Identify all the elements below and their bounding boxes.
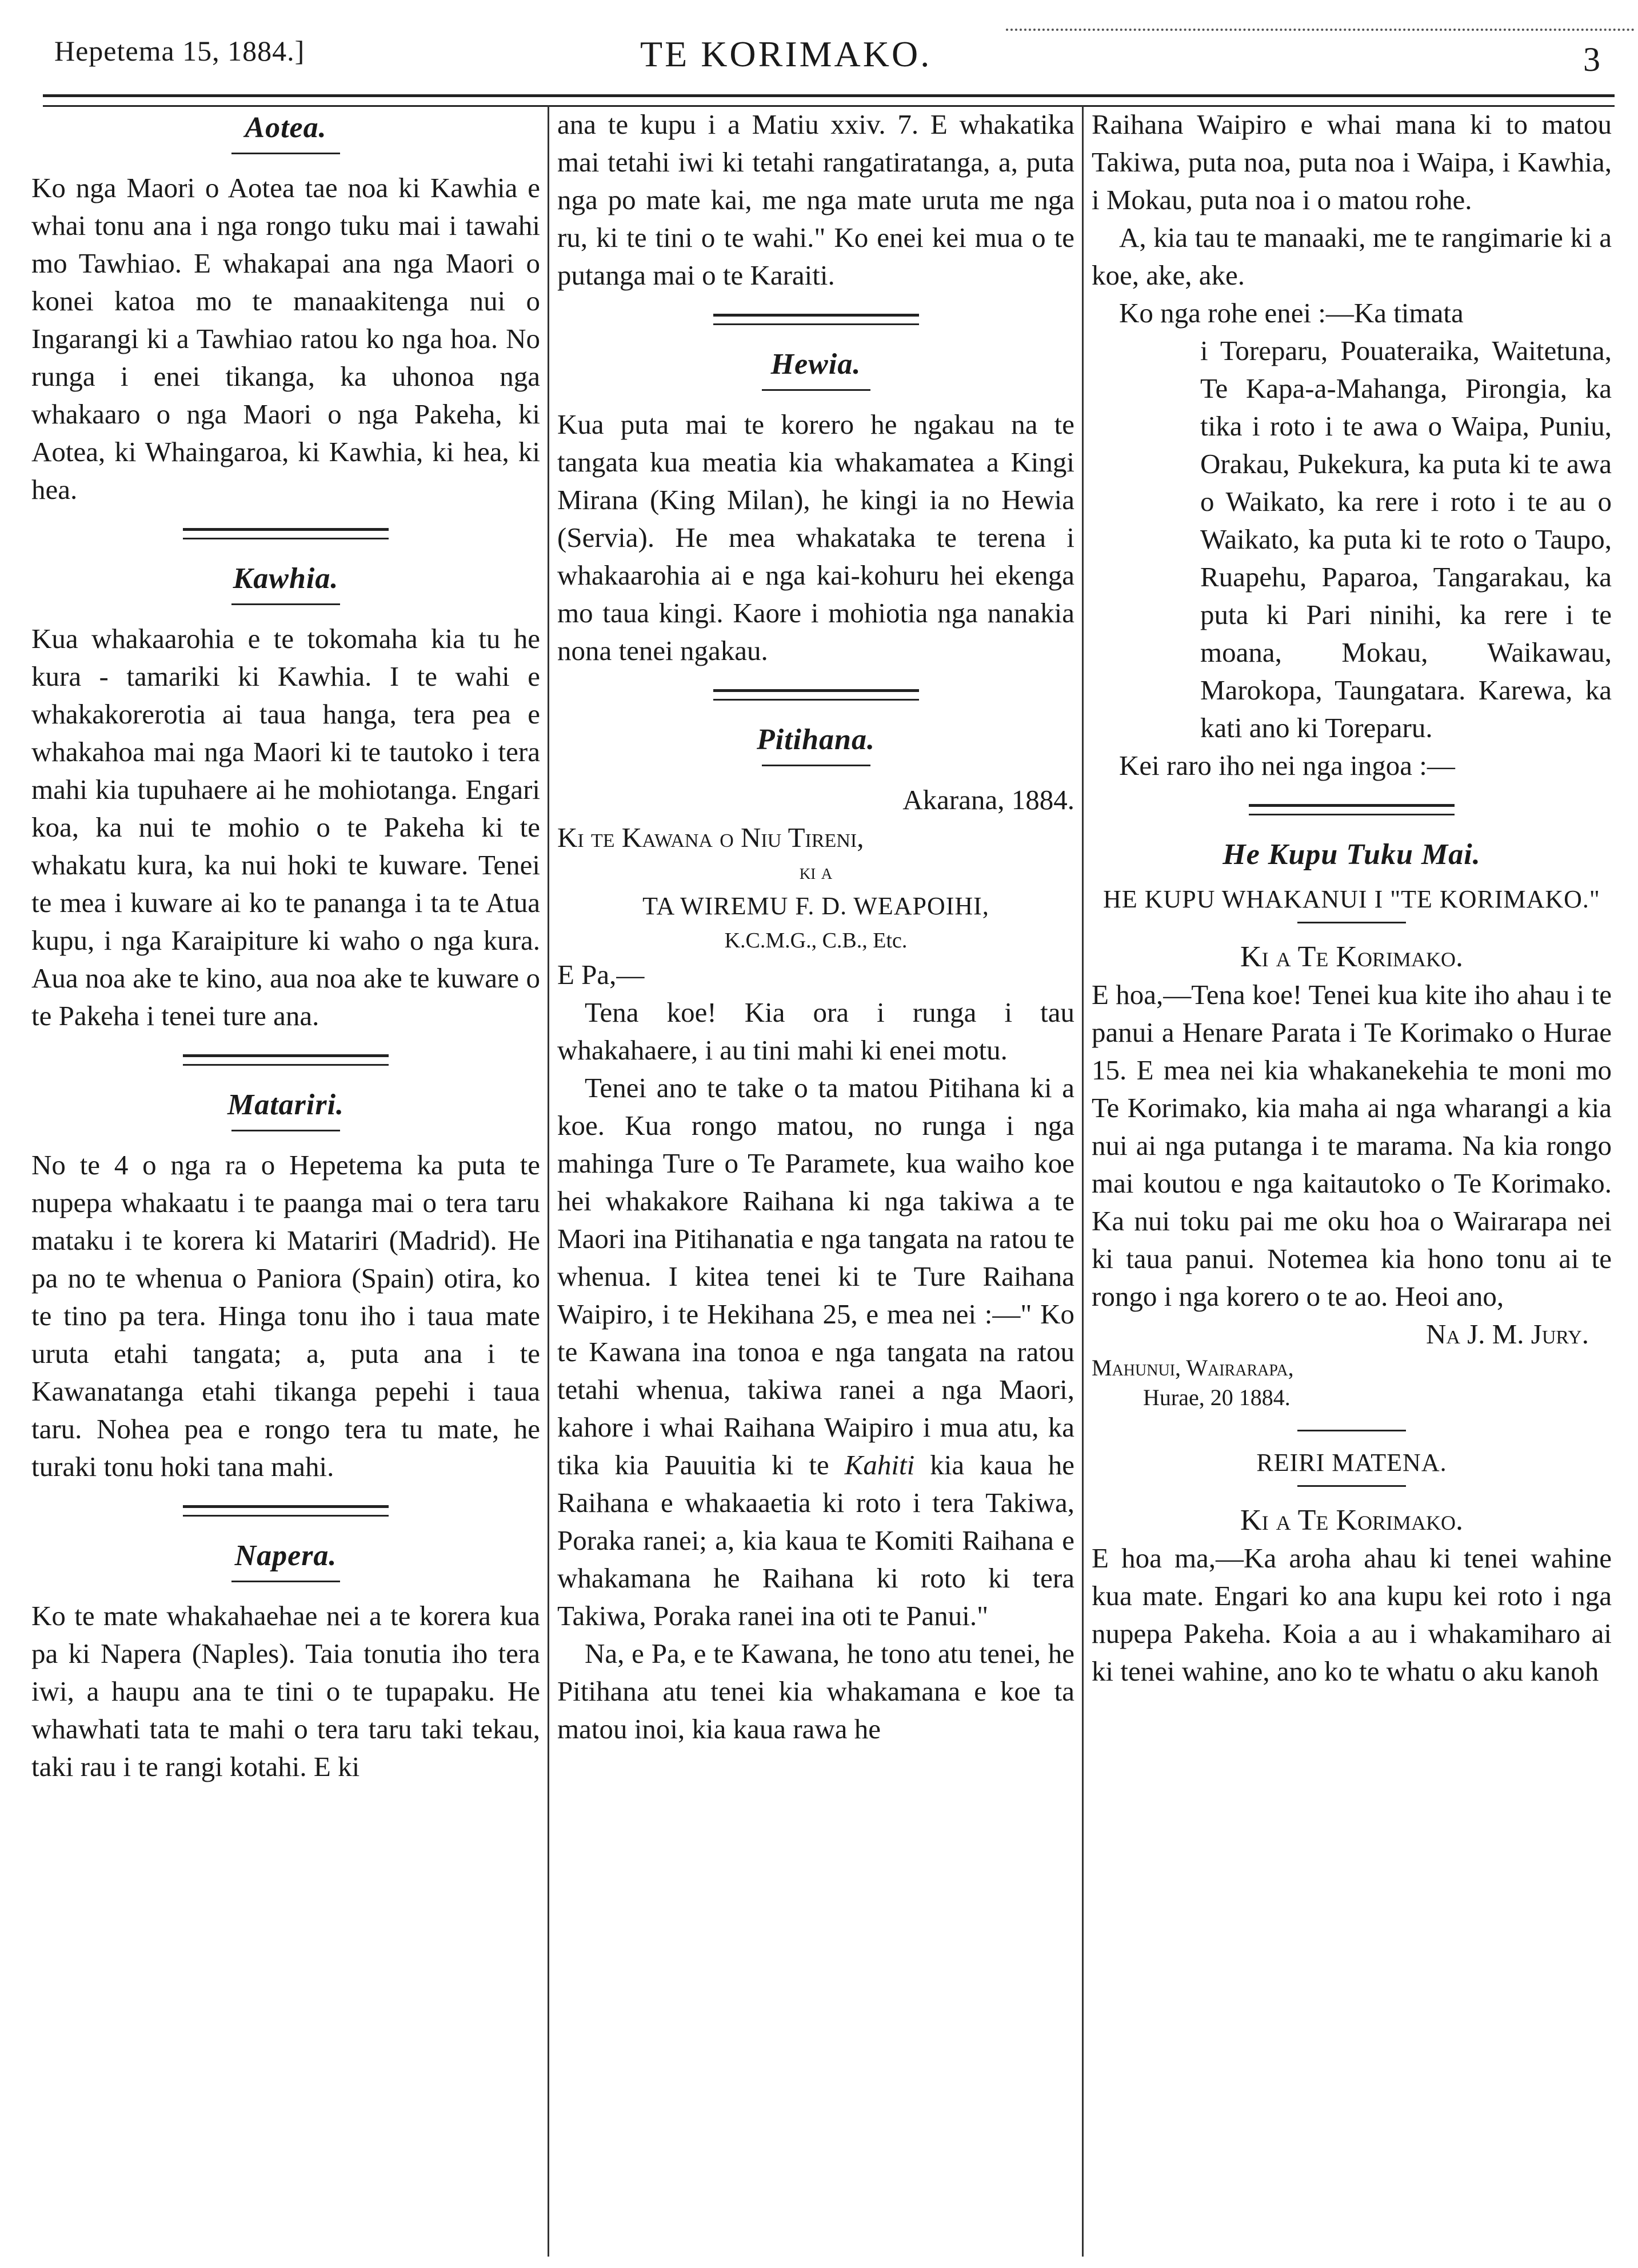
column-1 [31,106,540,2251]
letter-ki-a: ki a [799,860,833,884]
page-header [0,23,1638,91]
column-2 [557,106,1074,2251]
names-intro: Kei raro iho nei nga ingoa :— [1119,750,1455,781]
section-separator [1249,804,1455,815]
header-rule [43,94,1615,107]
article-title-kawhia: Kawhia. [233,562,339,595]
section-separator [713,689,919,701]
article-title-hewia: Hewia. [770,348,861,381]
header-title: TE KORIMAKO. [640,34,932,74]
article-body-aotea: Ko nga Maori o Aotea tae noa ki Kawhia e whai tonu ana i nga rongo tuku mai i tawahi mo Tawhiao. E whakapai ana nga Maori o konei katoa mo te manaakitenga nui o Ingarangi ki a Tawhiao ratou ko nga hoa. No runga i enei tikanga, ka uhonoa nga whakaaro o nga Maori o nga Pakeha, ki Aotea, ki Whaingaroa, ki Kawhia, ki hea, ki hea. [31,172,540,505]
article-body-kawhia: Kua whakaarohia e te tokomaha kia tu he kura - tamariki ki Kawhia. I te wahi e whakakorerotia ai taua hanga, tera pea e whakahoa mai nga Maori ki te tautoko i tera mahi kia tupuhaere ai he mohiotanga. Engari koa, ka nui te mohio o te Pakeha ki te whakatu kura, ka nui hoki te kuware. Tenei te mea i kuware ai ko te pananga i ta te Atua kupu, i nga Karaipiture ki waho o nga kura. Aua noa ake te kino, aua noa ake te kuware o te Pakeha i tenei ture ana. [31,623,540,1031]
letter-paragraph [557,1069,1074,1635]
letter-place-date: Akarana, 1884. [902,784,1074,815]
letter-paragraph: A, kia tau te manaaki, me te rangimarie ki a koe, ake, ake. [1092,222,1612,291]
header-date: Hepetema 15, 1884.] [54,35,305,67]
section-rule [1297,1430,1406,1431]
letter-addressee: Ki te Kawana o Niu Tireni, [557,822,864,853]
article-body-hewia: Kua puta mai te korero he ngakau na te tangata kua meatia kia whakamatea a Kingi Mirana (King Milan), he kingi ia no Hewia (Servia). He mea whakataka te terena i whakaarohia ai e nga kai-kohuru hei ekenga mo taua kingi. Kaore i mohiotia nga nanakia nona tenei ngakau. [557,409,1074,666]
column-3 [1092,106,1612,2251]
article-body-matariri: No te 4 o nga ra o Hepetema ka puta te nupepa whakaatu i te paanga mai o tera taru mataku i te korera ki Matariri (Madrid). He pa no te whenua o Paniora (Spain) otira, ko te tino pa tera. Hinga tonu iho i taua mate uruta etahi tangata; a, puta ana i te Kawanatanga etahi tikanga pepehi i taua taru. Nohea pea e rongo tera tu mate, he turaki tonu hoki tana mahi. [31,1149,540,1482]
title-underline [762,389,870,391]
letter-addressee-name: TA WIREMU F. D. WEAPOIHI, [642,892,989,920]
letter-paragraph: Tena koe! Kia ora i runga i tau whakahaere, i au tini mahi ki enei motu. [557,997,1074,1066]
letter-text: kia kaua he Raihana e whakaaetia ki roto i tera Takiwa, Poraka ranei; a, kia kaua te Komiti Raihana e whakamana he Raihana ki roto ki tera Takiwa, Poraka ranei ina oti te Panui." [557,1449,1074,1631]
title-underline [231,603,340,605]
article-title-pitihana: Pitihana. [757,723,875,756]
article-title-matariri: Matariri. [227,1089,345,1121]
header-dotted-line [1006,29,1635,31]
boundaries-list: i Toreparu, Pouateraika, Waitetuna, Te Kapa-a-Mahanga, Pirongia, ka tika i roto i te awa o Waipa, Puniu, Orakau, Pukekura, ka puta ki te awa o Waikato, ka rere i roto i te au o Waikato, ka puta ki te roto o Taupo, Ruapehu, Paparoa, Tangarakau, ka puta ki Pari ninihi, ka rere i te moana, Mokau, Waikawau, Marokopa, Taungatara. Karewa, ka kati ano ki Toreparu. [1200,335,1612,743]
boundaries-intro: Ko nga rohe enei :—Ka timata [1119,297,1464,329]
article-title-aotea: Aotea. [245,111,327,144]
letter-signature: Na J. M. Jury. [1425,1318,1589,1350]
page-number: 3 [1583,41,1600,78]
section-separator [183,1505,389,1517]
article-subtitle-kupu: HE KUPU WHAKANUI I "TE KORIMAKO." [1103,885,1600,913]
article-title-reiri: REIRI MATENA. [1256,1449,1447,1477]
section-separator [713,314,919,325]
title-underline [1297,922,1406,923]
letter-to: Ki a Te Korimako. [1240,1504,1463,1537]
section-separator [183,1054,389,1066]
letter-body: E hoa ma,—Ka aroha ahau ki tenei wahine kua mate. Engari ko ana kupu kei roto i nga nupepa Pakeha. Koia a au i whakamiharo ai ki tenei wahine, ano ko te whatu o aku kanoh [1092,1542,1612,1687]
letter-honours: K.C.M.G., C.B., Etc. [724,929,908,953]
article-body-napera: Ko te mate whakahaehae nei a te korera kua pa ki Napera (Naples). Taia tonutia iho tera iwi, a haupu ana te tini o te tupapaku. He whawhati tata te mahi o tera taru taki tekau, taki rau i te rangi kotahi. E ki [31,1600,540,1782]
article-title-napera: Napera. [234,1539,337,1572]
letter-text-italic: Kahiti [844,1449,915,1481]
title-underline [231,153,340,154]
title-underline [231,1581,340,1582]
article-continuation: ana te kupu i a Matiu xxiv. 7. E whakatika mai tetahi iwi ki tetahi rangatiratanga, a, puta nga po mate kai, me nga mate uruta me nga ru, ki te tini o te wahi." Ko enei kei mua o te putanga mai o te Karaiti. [557,109,1074,291]
letter-date: Hurae, 20 1884. [1143,1385,1291,1410]
letter-continuation: Raihana Waipiro e whai mana ki to matou Takiwa, puta noa, puta noa i Waipa, i Kawhia, i Mokau, puta noa i o matou rohe. [1092,109,1612,215]
column-divider-1 [548,106,549,2257]
title-underline [762,765,870,766]
letter-salutation: E Pa,— [557,959,645,990]
letter-text: Tenei ano te take o ta matou Pitihana ki a koe. Kua rongo matou, no runga i nga mahinga Ture o Te Paramete, kua waiho koe hei whakakore Raihana ki nga takiwa a te Maori ina Pitihanatia e nga tangata na ratou te whenua. I kitea tenei ki te Ture Raihana Waipiro, i te Hekihana 25, e mea nei :—" Ko te Kawana ina tonoa e nga tangata na ratou tetahi whenua, takiwa ranei a nga Maori, kahore i whai Raihana Waipiro i mua atu, ka tika kia Pauuitia ki te [557,1072,1074,1481]
letter-paragraph: Na, e Pa, e te Kawana, he tono atu tenei, he Pitihana atu tenei kia whakamana e koe ta matou inoi, kia kaua rawa he [557,1638,1074,1745]
letter-to: Ki a Te Korimako. [1240,941,1463,973]
section-separator [183,528,389,539]
column-divider-2 [1082,106,1084,2257]
letter-body: E hoa,—Tena koe! Tenei kua kite iho ahau i te panui a Henare Parata i Te Korimako o Hurae 15. E mea nei kia whakanekehia te moni mo Te Korimako, kia maha ai nga wharangi a kia nui ai nga putanga i te marama. Na kia rongo mai koutou e nga kaitautoko o Te Korimako. Ka nui toku pai me oku hoa o Wairarapa nei ki taua panui. Notemea kia hono tonu ai te rongo i nga korero o te ao. Heoi ano, [1092,979,1612,1312]
article-title-kupu: He Kupu Tuku Mai. [1222,838,1481,871]
title-underline [1297,1485,1406,1487]
title-underline [231,1130,340,1131]
letter-address: Mahunui, Wairarapa, [1092,1355,1294,1381]
